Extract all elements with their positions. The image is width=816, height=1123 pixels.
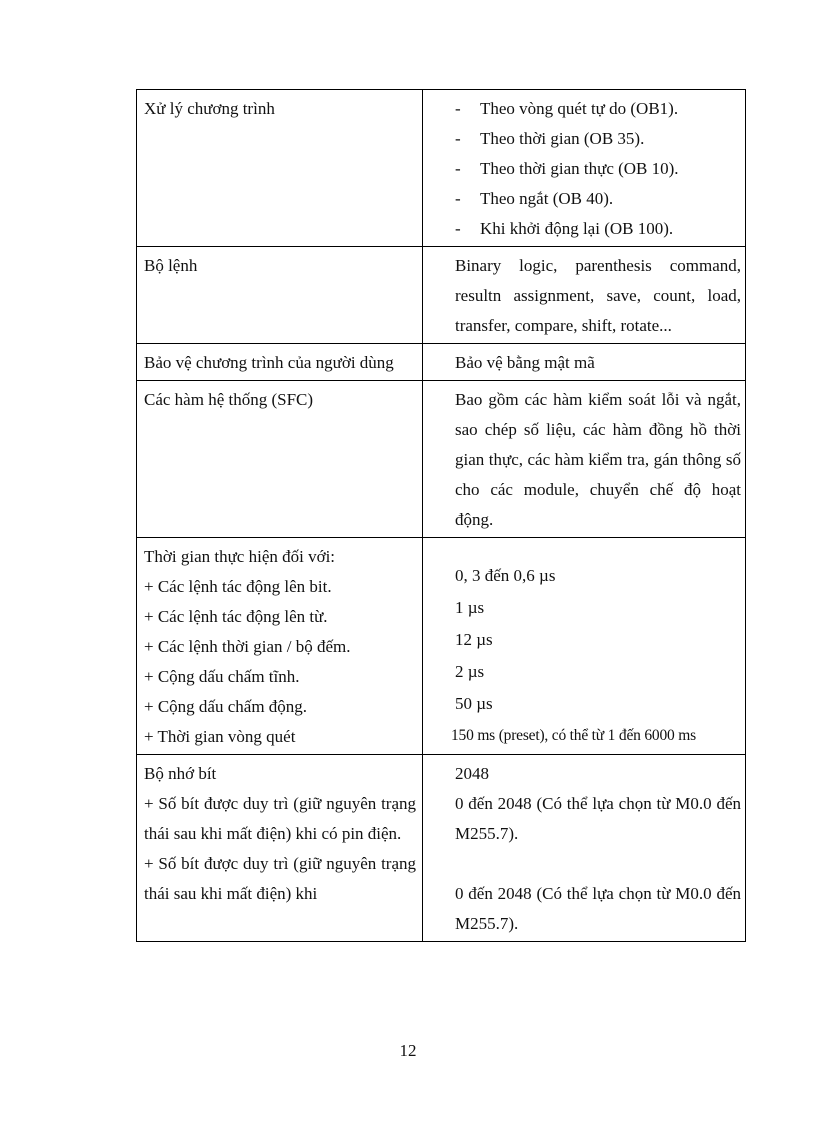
program-processing-list bbox=[423, 90, 746, 247]
bit-memory-value: 2048 bbox=[455, 764, 489, 783]
execution-time-item-value: 50 µs bbox=[455, 694, 493, 713]
retained-with-battery-label: + Số bít được duy trì (giữ nguyên trạng thái sau khi mất điện) khi có pin điện. bbox=[144, 794, 416, 843]
retained-without-battery-label: + Số bít được duy trì (giữ nguyên trạng thái sau khi mất điện) khi bbox=[144, 854, 416, 903]
list-item: - Theo vòng quét tự do (OB1). bbox=[455, 99, 679, 118]
page-number: 12 bbox=[399, 1041, 417, 1060]
bit-memory-labels bbox=[137, 755, 423, 942]
execution-time-item-label: + Các lệnh thời gian / bộ đếm. bbox=[144, 637, 351, 656]
table-row bbox=[137, 90, 746, 247]
table-row bbox=[137, 381, 746, 538]
list-item: - Theo thời gian thực (OB 10). bbox=[455, 159, 679, 178]
list-item: - Theo ngắt (OB 40). bbox=[455, 189, 614, 208]
program-processing-label: Xử lý chương trình bbox=[137, 90, 423, 247]
retained-with-battery-value: 0 đến 2048 (Có thể lựa chọn từ M0.0 đến M255.7). bbox=[455, 794, 741, 843]
specification-table bbox=[136, 89, 746, 942]
execution-time-item-label: + Cộng dấu chấm tĩnh. bbox=[144, 667, 300, 686]
system-functions-value: Bao gồm các hàm kiểm soát lỗi và ngắt, sao chép số liệu, các hàm đồng hồ thời gian thực, các hàm kiểm tra, gán thông số cho các module, chuyển chế độ hoạt động. bbox=[423, 381, 746, 538]
table-row bbox=[137, 755, 746, 942]
execution-time-item-label: + Thời gian vòng quét bbox=[144, 727, 296, 746]
execution-time-item-value: 12 µs bbox=[455, 630, 493, 649]
execution-time-item-value: 2 µs bbox=[455, 662, 485, 681]
execution-time-item-value: 0, 3 đến 0,6 µs bbox=[455, 566, 556, 585]
user-program-protection-value: Bảo vệ bằng mật mã bbox=[423, 344, 746, 381]
table-row bbox=[137, 538, 746, 755]
instruction-set-label: Bộ lệnh bbox=[137, 247, 423, 344]
execution-time-item-value: 1 µs bbox=[455, 598, 485, 617]
system-functions-label: Các hàm hệ thống (SFC) bbox=[137, 381, 423, 538]
user-program-protection-label: Bảo vệ chương trình của người dùng bbox=[137, 344, 423, 381]
execution-time-item-label: + Các lệnh tác động lên bit. bbox=[144, 577, 332, 596]
bit-memory-label: Bộ nhớ bít bbox=[144, 764, 217, 783]
instruction-set-value: Binary logic, parenthesis command, resultn assignment, save, count, load, transfer, compare, shift, rotate... bbox=[423, 247, 746, 344]
table-row bbox=[137, 344, 746, 381]
list-item: - Khi khởi động lại (OB 100). bbox=[455, 219, 674, 238]
execution-time-labels bbox=[137, 538, 423, 755]
bit-memory-values bbox=[423, 755, 746, 942]
list-item: - Theo thời gian (OB 35). bbox=[455, 129, 645, 148]
execution-time-heading: Thời gian thực hiện đối với: bbox=[144, 547, 336, 566]
execution-time-item-label: + Các lệnh tác động lên từ. bbox=[144, 607, 328, 626]
execution-time-values bbox=[423, 538, 746, 755]
retained-without-battery-value: 0 đến 2048 (Có thể lựa chọn từ M0.0 đến M255.7). bbox=[455, 884, 741, 933]
execution-time-item-value: 150 ms (preset), có thể từ 1 đến 6000 ms bbox=[451, 727, 696, 744]
table-row bbox=[137, 247, 746, 344]
execution-time-item-label: + Cộng dấu chấm động. bbox=[144, 697, 308, 716]
